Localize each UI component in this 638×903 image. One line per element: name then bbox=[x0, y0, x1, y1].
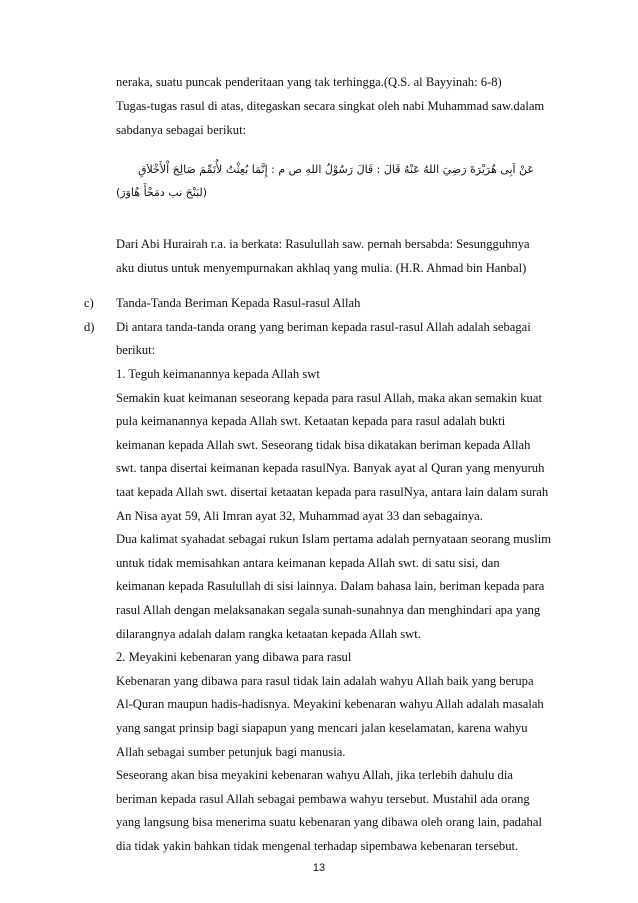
translation-line: Dari Abi Hurairah r.a. ia berkata: Rasulullah saw. pernah bersabda: Sesungguhnya bbox=[116, 237, 530, 251]
text-line: Tugas-tugas rasul di atas, ditegaskan secara singkat oleh nabi Muhammad saw.dalam bbox=[116, 99, 545, 113]
text-line: pula keimanannya kepada Allah swt. Ketaatan kepada para rasul adalah bukti bbox=[116, 414, 506, 428]
arabic-hadith: عَنْ اَبِى هُرَيْرَةَ رَضِيَ اللهُ عَنْهُ قَالَ : قَالَ رَسُوْلُ اللهِ ص م : إِنَّمَا بُعِثْتُ لأُتَمِّمَ صَالِحَ اْلأَخْلاَقِ bbox=[137, 163, 534, 176]
list-marker: d) bbox=[84, 320, 95, 334]
text-line: rasul Allah dengan melaksanakan segala sunah-sunahnya dan menghindari apa yang bbox=[116, 603, 541, 617]
text-line: Al-Quran maupun hadis-hadisnya. Meyakini kebenaran wahyu Allah adalah masalah bbox=[116, 697, 544, 711]
text-line: untuk tidak memisahkan antara keimanan kepada Allah swt. di satu sisi, dan bbox=[116, 556, 500, 570]
translation-line: aku diutus untuk menyempurnakan akhlaq yang mulia. (H.R. Ahmad bin Hanbal) bbox=[116, 261, 527, 275]
text-line: Allah sebagai sumber petunjuk bagi manusia. bbox=[116, 745, 346, 759]
text-line: swt. tanpa disertai keimanan kepada rasulNya. Banyak ayat al Quran yang menyuruh bbox=[116, 461, 545, 475]
list-marker: c) bbox=[84, 296, 94, 310]
text-line: keimanan kepada Rasulullah di sisi lainnya. Dalam bahasa lain, beriman kepada para bbox=[116, 579, 545, 593]
text-line: An Nisa ayat 59, Ali Imran ayat 32, Muhammad ayat 33 dan sebagainya. bbox=[116, 509, 483, 523]
subheading: 2. Meyakini kebenaran yang dibawa para rasul bbox=[116, 650, 352, 664]
text-line: dia tidak yakin bahkan tidak mengenal terhadap sipembawa kebenaran tersebut. bbox=[116, 839, 519, 853]
text-line: neraka, suatu puncak penderitaan yang tak terhingga.(Q.S. al Bayyinah: 6-8) bbox=[116, 75, 502, 89]
text-line: keimanan kepada Allah swt. Seseorang tidak bisa dikatakan beriman kepada Allah bbox=[116, 438, 531, 452]
text-line: yang sangat prinsip bagi siapapun yang mencari jalan keselamatan, karena wahyu bbox=[116, 721, 528, 735]
section-heading: Tanda-Tanda Beriman Kepada Rasul-rasul Allah bbox=[116, 296, 361, 310]
text-line: Kebenaran yang dibawa para rasul tidak lain adalah wahyu Allah baik yang berupa bbox=[116, 674, 534, 688]
subheading: 1. Teguh keimanannya kepada Allah swt bbox=[116, 367, 320, 381]
text-line: taat kepada Allah swt. disertai ketaatan kepada para rasulNya, antara lain dalam surah bbox=[116, 485, 549, 499]
text-line: Di antara tanda-tanda orang yang beriman kepada rasul-rasul Allah adalah sebagai bbox=[116, 320, 531, 334]
arabic-source: (رَوَاهُ أَحْمَد بن حَنْبَل) bbox=[116, 186, 208, 199]
text-line: Semakin kuat keimanan seseorang kepada para rasul Allah, maka akan semakin kuat bbox=[116, 391, 542, 405]
text-line: yang langsung bisa menerima suatu kebenaran yang dibawa oleh orang lain, padahal bbox=[116, 815, 542, 829]
text-line: Dua kalimat syahadat sebagai rukun Islam pertama adalah pernyataan seorang muslim bbox=[116, 532, 552, 546]
page-number: 13 bbox=[312, 862, 326, 874]
text-line: dilarangnya adalah dalam rangka ketaatan kepada Allah swt. bbox=[116, 627, 421, 641]
text-line: beriman kepada rasul Allah sebagai pembawa wahyu tersebut. Mustahil ada orang bbox=[116, 792, 530, 806]
text-line: sabdanya sebagai berikut: bbox=[116, 123, 247, 137]
text-line: Seseorang akan bisa meyakini kebenaran wahyu Allah, jika terlebih dahulu dia bbox=[116, 768, 513, 782]
text-line: berikut: bbox=[116, 343, 156, 357]
